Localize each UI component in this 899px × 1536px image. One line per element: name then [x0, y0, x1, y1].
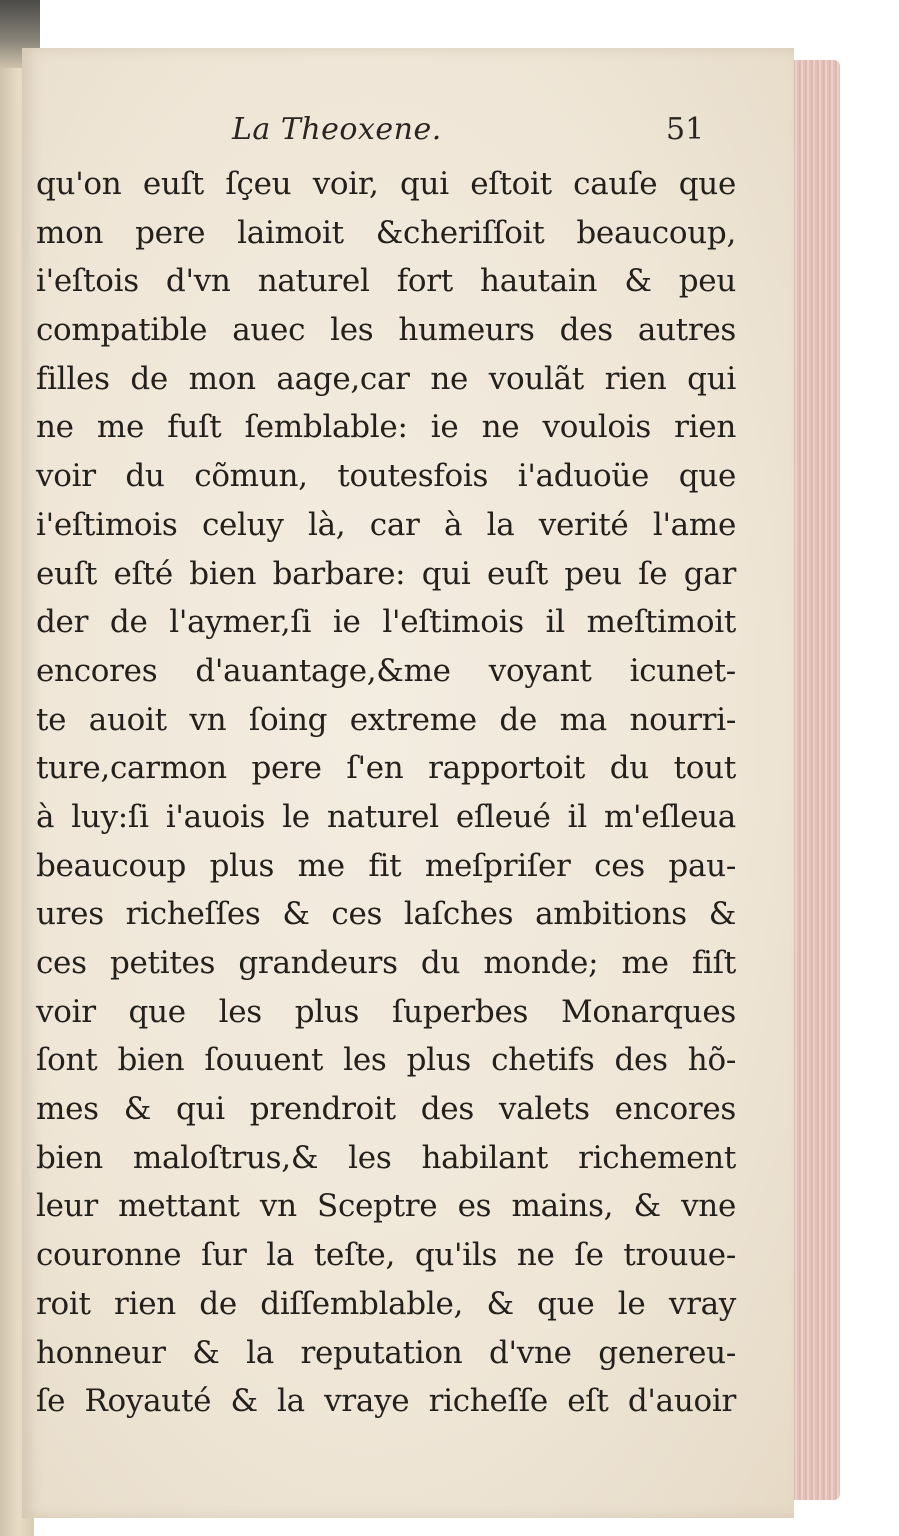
page-number: 51	[666, 112, 705, 147]
text-line: voir du cõmun, toutesfois i'aduoüe que	[36, 458, 736, 495]
body-text	[36, 160, 736, 1426]
text-line: ne me fuſt ſemblable: ie ne voulois rien	[36, 409, 736, 446]
text-line: ture,carmon pere ſ'en rapportoit du tout	[36, 750, 736, 787]
text-line: i'eſtimois celuy là, car à la verité l'ame	[36, 506, 736, 543]
text-line: voir que les plus ſuperbes Monarques	[36, 993, 736, 1030]
text-line: leur mettant vn Sceptre es mains, & vne	[36, 1188, 736, 1225]
text-line: honneur & la reputation d'vne genereu-	[36, 1334, 736, 1371]
text-line: ſont bien ſouuent les plus chetifs des hõ-	[36, 1042, 736, 1079]
text-line: bien maloſtrus,& les habilant richement	[36, 1139, 736, 1176]
text-line: der de l'aymer,ſi ie l'eſtimois il meſtimoit	[36, 604, 736, 641]
text-line: euſt eſté bien barbare: qui euſt peu ſe gar	[36, 555, 736, 592]
text-line: mon pere laimoit &cheriſſoit beaucoup,	[36, 214, 736, 251]
text-line: mes & qui prendroit des valets encores	[36, 1091, 736, 1128]
text-line: beaucoup plus me fit meſpriſer ces pau-	[36, 847, 736, 884]
text-line: qu'on euſt ſçeu voir, qui eſtoit cauſe que	[36, 166, 736, 202]
text-line: ſe Royauté & la vraye richeſſe eſt d'auoir	[36, 1383, 736, 1420]
text-line: i'eſtois d'vn naturel fort hautain & peu	[36, 263, 736, 300]
text-line: ces petites grandeurs du monde; me fiſt	[36, 945, 736, 981]
text-line: roit rien de diſſemblable, & que le vray	[36, 1285, 736, 1322]
text-line: à luy:ſi i'auois le naturel eſleué il m'eſleua	[36, 798, 736, 835]
text-line: couronne ſur la teſte, qu'ils ne ſe trouue-	[36, 1237, 736, 1274]
text-line: te auoit vn ſoing extreme de ma nourri-	[36, 701, 736, 738]
text-line: encores d'auantage,&me voyant icunet-	[36, 652, 736, 689]
running-head: La Theoxene.	[232, 112, 442, 147]
text-line: ures richeſſes & ces laſches ambitions &	[36, 896, 736, 933]
text-line: filles de mon aage,car ne voulãt rien qui	[36, 360, 736, 397]
text-line: compatible auec les humeurs des autres	[36, 312, 736, 349]
